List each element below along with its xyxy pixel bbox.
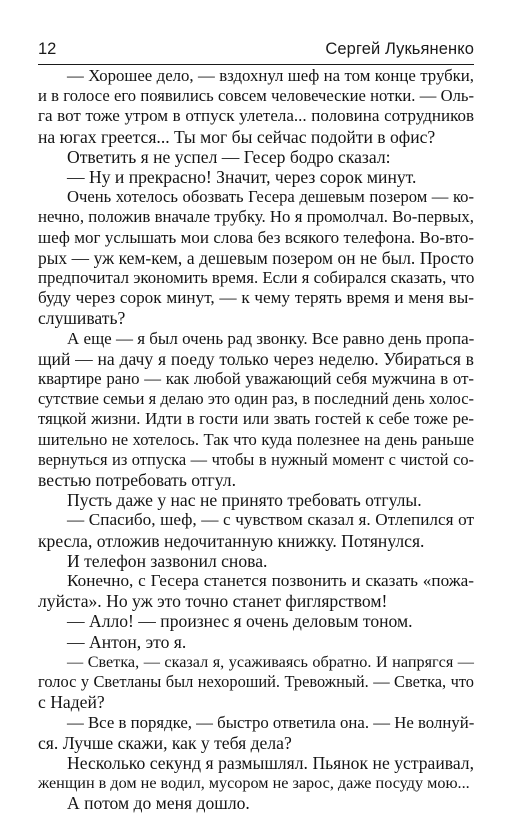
page-number: 12 [38,40,57,58]
paragraph-first-line: Ответить я не успел — Гесер бодро сказал: [67,146,391,167]
paragraph-first-line: — Хорошее дело, — вздохнул шеф на том конце трубки, [67,66,474,85]
paragraph-line: женщин в дом не водил, мусором не зарос, даже посуду мою... [38,774,470,793]
paragraph-first-line: — Антон, это я. [67,631,187,652]
paragraph-line: ся. Лучше скажи, как у тебя дела? [38,732,292,753]
paragraph-line: слушивать? [38,308,126,329]
paragraph-first-line: — Алло! — произнес я очень деловым тоном. [67,611,413,632]
paragraph-line: шительно не хотелось. Так что куда полезнее на день раньше [38,429,474,449]
paragraph-line: буду через сорок минут, — к чему терять время и меня вы- [38,288,474,308]
paragraph-line: предпочитал экономить время. Если я собирался сказать, что [38,268,475,288]
paragraph-first-line: Несколько секунд я размышлял. Пьянок не устраивал, [67,752,474,773]
paragraph-first-line: — Светка, — сказал я, усаживаясь обратно. И напрягся — [67,652,474,671]
paragraph-first-line: А потом до меня дошло. [67,793,250,814]
running-head-author: Сергей Лукьяненко [325,40,474,58]
paragraph-first-line: — Ну и прекрасно! Значит, через сорок минут. [67,167,417,188]
paragraph-line: нечно, положив вначале трубку. Но я промолчал. Во-первых, [38,207,474,227]
paragraph-line: голос у Светланы был нехороший. Тревожный. — Светка, что [38,672,474,692]
paragraph-line: га вот тоже утром в отпуск улетела... половина сотрудников [38,106,474,126]
paragraph-first-line: Очень хотелось обозвать Гесера дешевым позером — ко- [67,187,474,207]
paragraph-line: и в голосе его появились совсем человеческие нотки. — Оль- [38,86,474,106]
paragraph-line: вернуться из отпуска — чтобы в нужный момент с чистой со- [38,449,474,469]
paragraph-line: тяцкой жизни. Идти в гости или звать гостей к себе тоже ре- [38,409,474,429]
paragraph-first-line: И телефон зазвонил снова. [67,550,268,571]
paragraph-first-line: А еще — я был очень рад звонку. Все равно день пропа- [67,328,475,348]
paragraph-line: шеф мог услышать мои слова без всякого телефона. Во-вто- [38,227,474,247]
header-rule [38,64,474,65]
paragraph-line: вестью потребовать отгул. [38,470,236,491]
paragraph-first-line: — Все в порядке, — быстро ответила она. — Не волнуй- [67,712,475,732]
paragraph-first-line: Пусть даже у нас не принято требовать отгулы. [67,490,422,511]
paragraph-line: на югах греется... Ты мог бы сейчас подойти в офис? [38,126,436,147]
paragraph-line: щий — на дачу я поеду только через неделю. Убираться в [38,348,474,369]
paragraph-line: луйста». Но уж это точно станет фиглярством! [38,591,388,612]
paragraph-line: кресла, отложив недочитанную книжку. Потянулся. [38,530,425,551]
paragraph-line: сутствие семьи я делаю это один раз, в последний день холос- [38,389,474,409]
paragraph-line: с Надей? [38,692,105,713]
body-text [38,66,474,814]
paragraph-first-line: Конечно, с Гесера станется позвонить и сказать «пожа- [67,571,474,591]
paragraph-line: рых — уж кем-кем, а дешевым позером он не был. Просто [38,247,474,268]
paragraph-first-line: — Спасибо, шеф, — с чувством сказал я. Отлепился от [67,510,474,530]
paragraph-line: квартире рано — как любой уважающий себя мужчина в от- [38,369,474,389]
